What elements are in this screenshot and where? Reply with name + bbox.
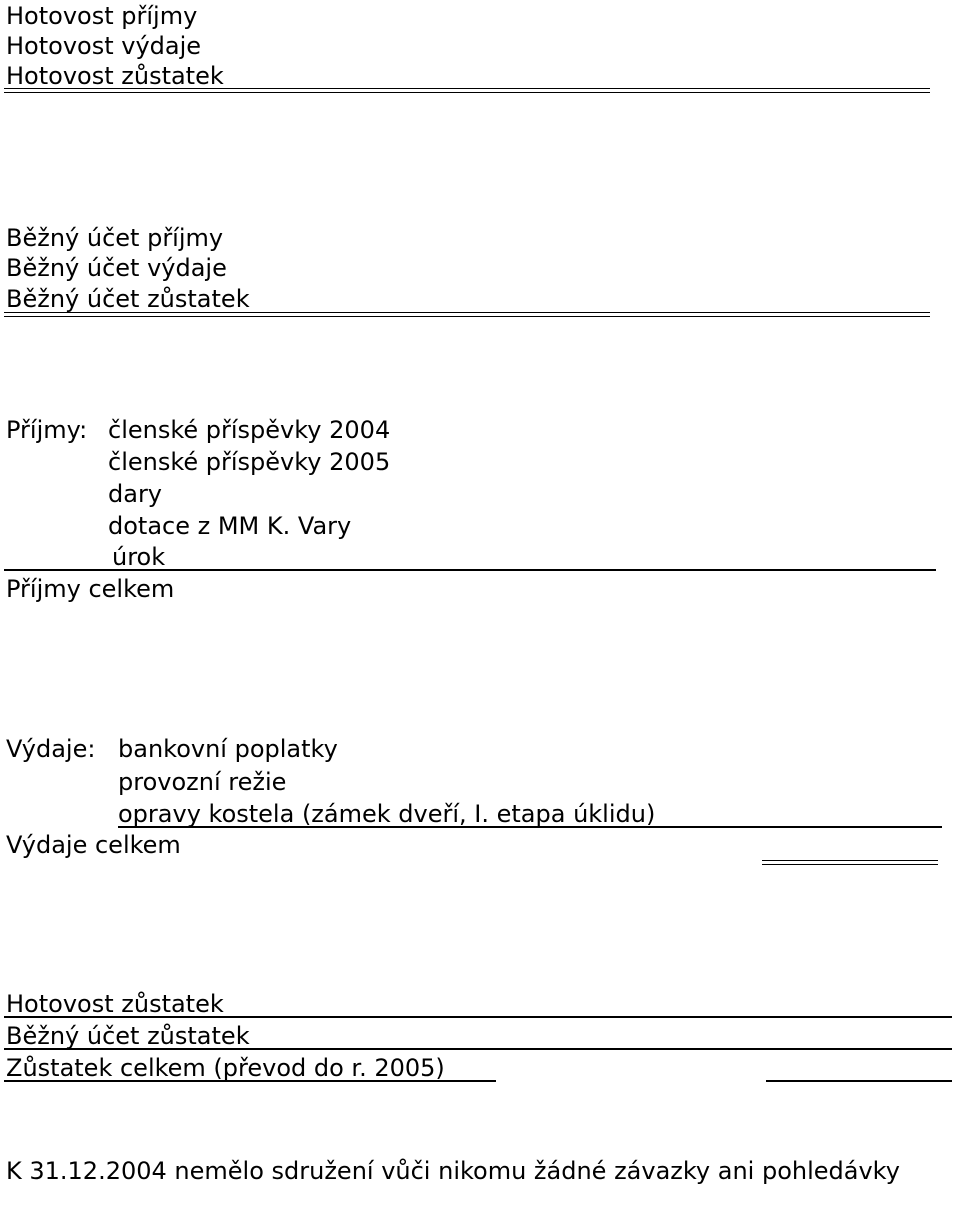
expense-total-rule [762, 860, 938, 865]
summary-cash-rule [4, 1016, 952, 1018]
expense-item-label: bankovní poplatky [118, 735, 338, 763]
summary-account-label: Běžný účet zůstatek [6, 1022, 250, 1050]
cash-balance-label: Hotovost zůstatek [6, 62, 224, 90]
income-item-label: členské příspěvky 2005 [108, 448, 391, 476]
income-heading: Příjmy: [6, 416, 88, 444]
summary-account-rule [4, 1048, 952, 1050]
account-income-label: Běžný účet příjmy [6, 224, 224, 252]
account-balance-rule [4, 312, 930, 317]
account-balance-label: Běžný účet zůstatek [6, 285, 250, 313]
expense-total-label: Výdaje celkem [6, 831, 181, 859]
summary-total-rule-right [766, 1080, 952, 1082]
expense-items-rule [118, 826, 942, 828]
closing-note: K 31.12.2004 nemělo sdružení vůči nikomu žádné závazky ani pohledávky [6, 1157, 900, 1185]
expense-item-label: provozní režie [118, 768, 287, 796]
income-item-label: dotace z MM K. Vary [108, 512, 352, 540]
cash-balance-rule [4, 88, 930, 93]
expense-item-label: opravy kostela (zámek dveří, I. etapa úklidu) [118, 800, 656, 828]
income-items-rule [4, 569, 936, 571]
cash-income-label: Hotovost příjmy [6, 2, 198, 30]
income-total-label: Příjmy celkem [6, 575, 175, 603]
expense-heading: Výdaje: [6, 735, 96, 763]
income-item-label: dary [108, 480, 163, 508]
income-item-label: členské příspěvky 2004 [108, 416, 391, 444]
summary-total-rule-left [4, 1080, 496, 1082]
summary-cash-label: Hotovost zůstatek [6, 990, 224, 1018]
account-expense-label: Běžný účet výdaje [6, 254, 227, 282]
summary-total-label: Zůstatek celkem (převod do r. 2005) [6, 1054, 445, 1082]
income-item-label: úrok [112, 543, 166, 571]
cash-expense-label: Hotovost výdaje [6, 32, 202, 60]
